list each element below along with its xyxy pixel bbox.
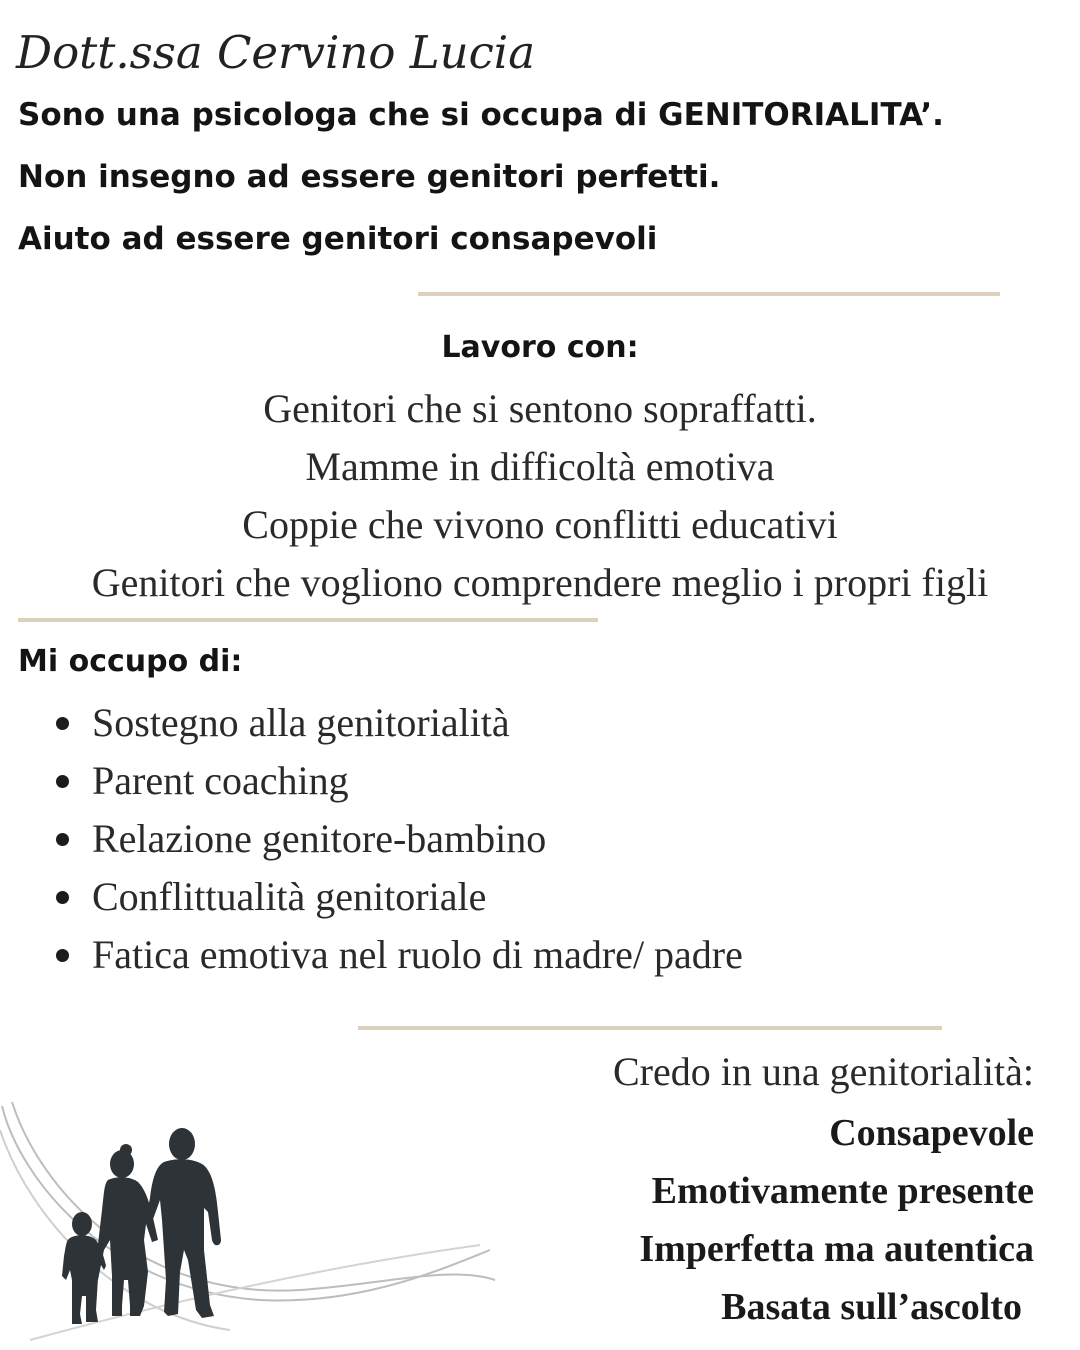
family-silhouette-icon — [0, 1100, 500, 1350]
belief-item: Consapevole — [829, 1112, 1034, 1154]
divider — [18, 618, 598, 622]
service-label: Sostegno alla genitorialità — [92, 700, 510, 745]
list-item — [52, 810, 743, 868]
intro-text — [18, 92, 944, 278]
intro-line: Non insegno ad essere genitori perfetti. — [18, 159, 721, 195]
service-label: Fatica emotiva nel ruolo di madre/ padre — [92, 932, 743, 977]
beliefs-heading: Credo in una genitorialità: — [613, 1049, 1034, 1094]
beliefs-list — [639, 1104, 1034, 1336]
bullet-icon — [56, 717, 69, 730]
bullet-icon — [56, 891, 69, 904]
divider — [358, 1026, 942, 1030]
service-label: Parent coaching — [92, 758, 349, 803]
list-item — [52, 868, 743, 926]
intro-line: Aiuto ad essere genitori consapevoli — [18, 221, 658, 257]
intro-line: Sono una psicologa che si occupa di GENITORIALITA’. — [18, 97, 944, 133]
belief-item: Emotivamente presente — [651, 1170, 1034, 1212]
bullet-icon — [56, 775, 69, 788]
divider — [418, 292, 1000, 296]
services-list — [52, 694, 743, 984]
belief-item: Basata sull’ascolto — [721, 1286, 1022, 1328]
service-label: Conflittualità genitoriale — [92, 874, 487, 919]
work-list — [0, 380, 1080, 612]
services-heading: Mi occupo di: — [18, 644, 243, 679]
list-item — [52, 926, 743, 984]
belief-item: Imperfetta ma autentica — [639, 1228, 1034, 1270]
page-title: Dott.ssa Cervino Lucia — [16, 26, 536, 79]
bullet-icon — [56, 833, 69, 846]
work-item: Coppie che vivono conflitti educativi — [242, 502, 838, 547]
service-label: Relazione genitore-bambino — [92, 816, 547, 861]
work-item: Genitori che vogliono comprendere meglio i propri figli — [91, 560, 989, 605]
list-item — [52, 694, 743, 752]
work-heading: Lavoro con: — [441, 330, 639, 365]
list-item — [52, 752, 743, 810]
work-item: Mamme in difficoltà emotiva — [305, 444, 775, 489]
bullet-icon — [56, 949, 69, 962]
work-item: Genitori che si sentono sopraffatti. — [263, 386, 817, 431]
